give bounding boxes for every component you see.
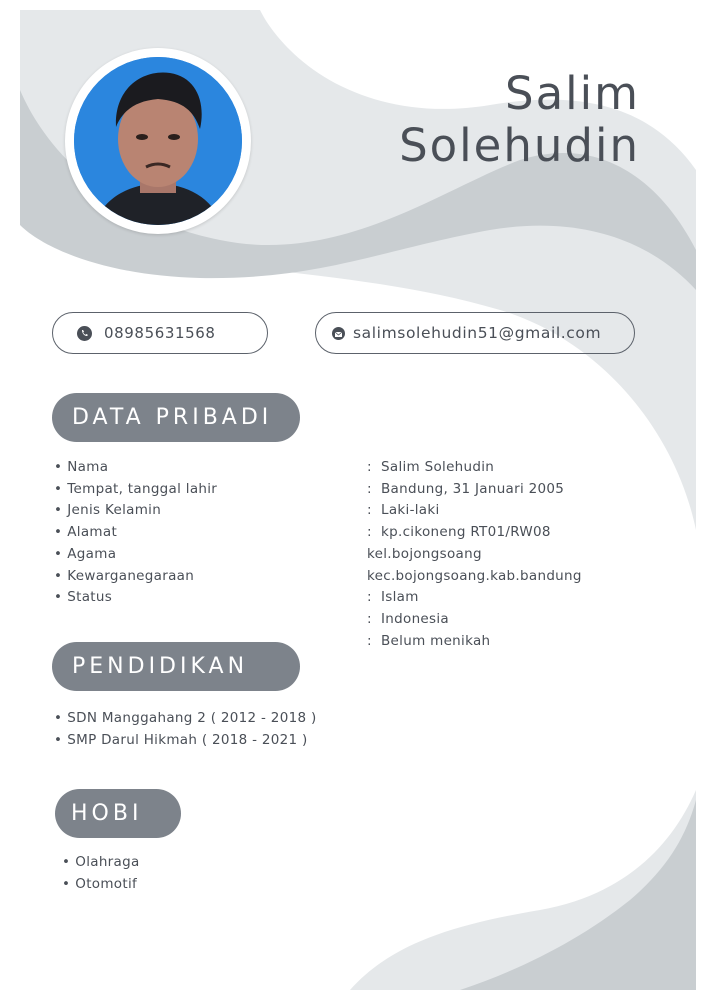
list-item: • Otomotif [62,874,140,896]
value-status: Belum menikah [381,632,491,649]
value-kewarganegaraan: Indonesia [381,610,449,627]
list-item: • Jenis Kelamin [54,500,217,522]
hobby-list [62,852,140,895]
full-name [399,68,640,172]
list-item: • Kewarganegaraan [54,566,217,588]
value-row [367,609,582,631]
value-row [367,544,582,566]
cv-page [20,10,696,990]
value-agama: Islam [381,589,419,606]
value-alamat-2: kel.bojongsoang [367,545,482,562]
value-row [367,457,582,479]
value-nama: Salim Solehudin [381,459,495,475]
section-header-hobi: HOBI [55,789,181,838]
value-alamat-1: kp.cikoneng RT01/RW08 [381,524,551,541]
phone-contact [52,312,268,354]
personal-labels-list [54,457,217,609]
list-item: • Tempat, tanggal lahir [54,479,217,501]
email-contact [315,312,635,354]
value-row [367,500,582,522]
value-row [367,587,582,609]
value-row [367,566,582,588]
last-name: Solehudin [399,119,640,172]
section-header-pendidikan: PENDIDIKAN [52,642,300,691]
list-item: • Agama [54,544,217,566]
first-name: Salim [505,67,640,120]
list-item: • Nama [54,457,217,479]
list-item: • Olahraga [62,852,140,874]
phone-number: 08985631568 [104,324,216,342]
email-address: salimsolehudin51@gmail.com [353,324,602,342]
profile-photo-frame [65,48,251,234]
value-row [367,631,582,653]
person-photo-icon [74,57,242,225]
value-row [367,479,582,501]
list-item: • SDN Manggahang 2 ( 2012 - 2018 ) [54,708,317,730]
value-row [367,522,582,544]
value-alamat-3: kec.bojongsoang.kab.bandung [367,567,582,584]
value-ttl: Bandung, 31 Januari 2005 [381,480,565,497]
personal-values-list [367,457,582,652]
value-jenis-kelamin: Laki-laki [381,502,440,519]
phone-icon [77,326,92,341]
profile-photo [74,57,242,225]
list-item: • Alamat [54,522,217,544]
education-list [54,708,317,751]
mail-icon [332,327,345,340]
list-item: • SMP Darul Hikmah ( 2018 - 2021 ) [54,730,317,752]
section-header-data-pribadi: DATA PRIBADI [52,393,300,442]
list-item: • Status [54,587,217,609]
